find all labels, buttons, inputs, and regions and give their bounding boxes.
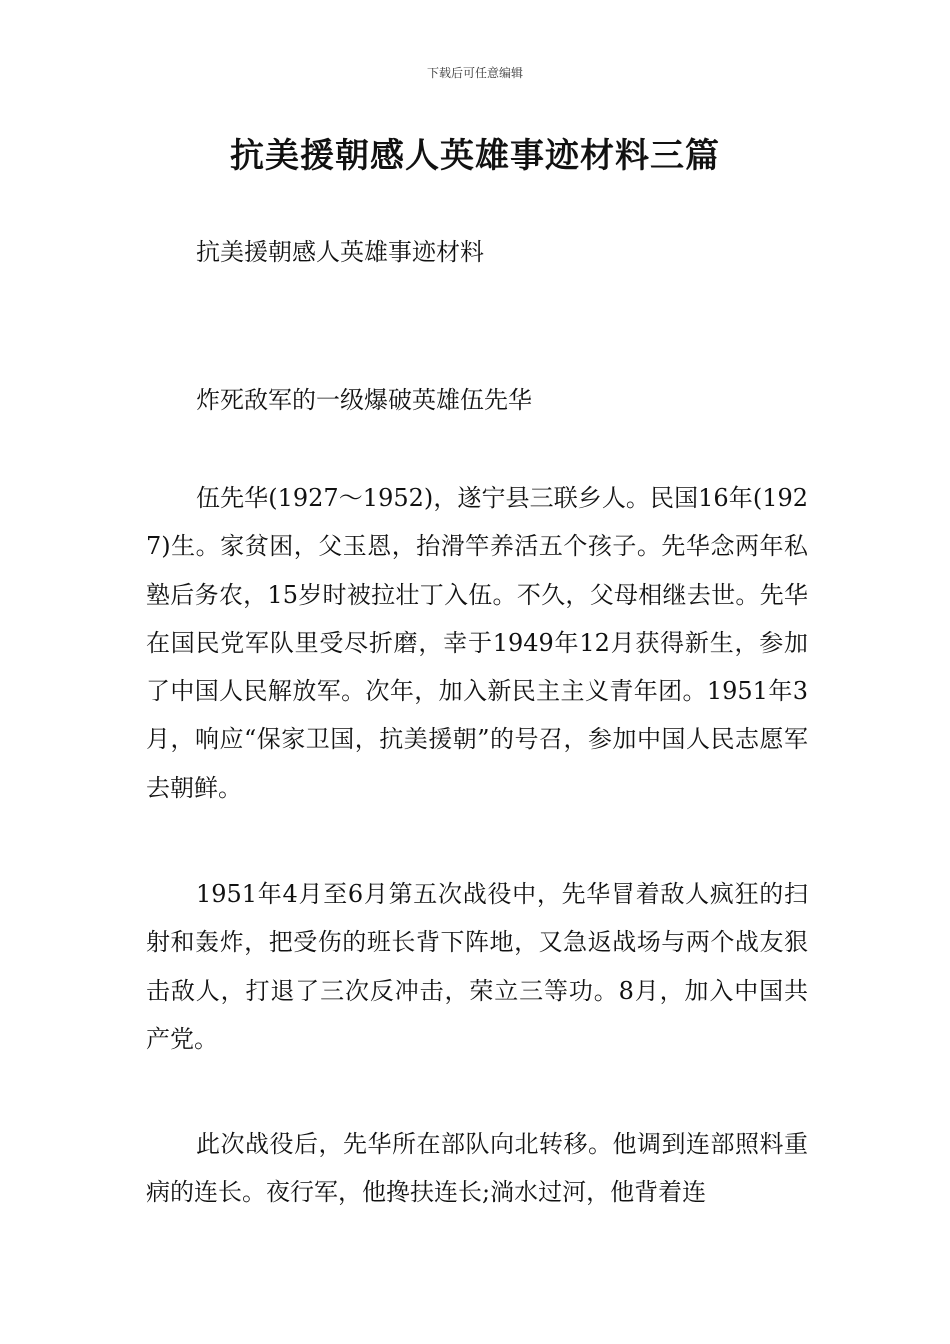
paragraph-1: 伍先华(1927～1952)，遂宁县三联乡人。民国16年(1927)生。家贫困，父玉恩，抬滑竿养活五个孩子。先华念两年私塾后务农，15岁时被拉壮丁入伍。不久，父母相继去世。先华在国民党军队里受尽折磨，幸于1949年12月获得新生，参加了中国人民解放军。次年，加入新民主主义青年团。1951年3月，响应“保家卫国，抗美援朝”的号召，参加中国人民志愿军去朝鲜。 xyxy=(146,484,808,802)
header-note: 下载后可任意编辑 xyxy=(426,66,523,80)
document-title: 抗美援朝感人英雄事迹材料三篇 xyxy=(230,136,720,176)
paragraph-3: 此次战役后，先华所在部队向北转移。他调到连部照料重病的连长。夜行军，他搀扶连长;淌水过河，他背着连 xyxy=(146,1130,808,1207)
section-title: 抗美援朝感人英雄事迹材料 xyxy=(196,238,484,266)
paragraph-2: 1951年4月至6月第五次战役中，先华冒着敌人疯狂的扫射和轰炸，把受伤的班长背下阵地，又急返战场与两个战友狠击敌人，打退了三次反冲击，荣立三等功。8月，加入中国共产党。 xyxy=(146,880,808,1053)
article-title: 炸死敌军的一级爆破英雄伍先华 xyxy=(196,386,532,414)
